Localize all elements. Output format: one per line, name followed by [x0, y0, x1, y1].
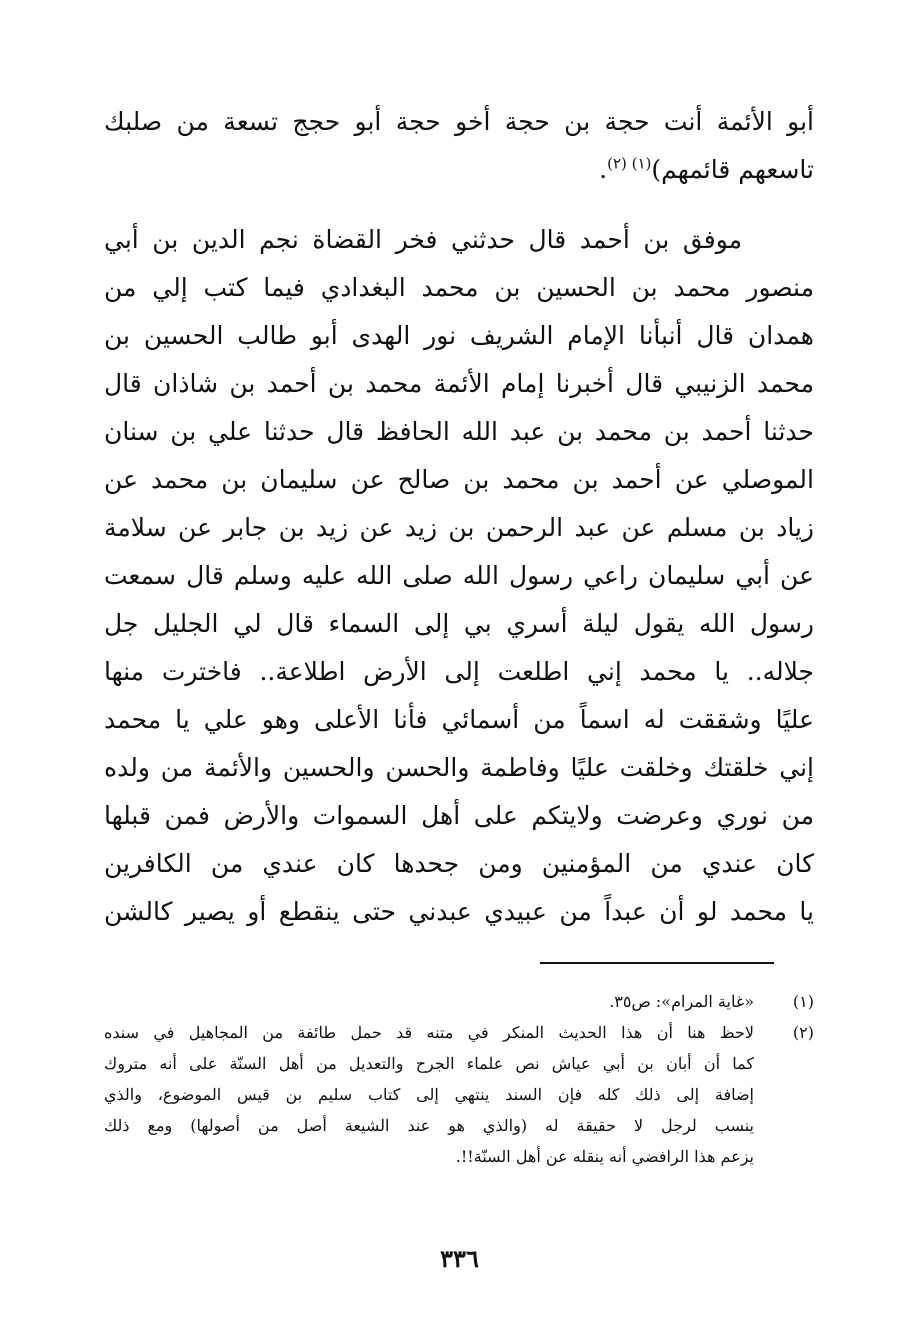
footnote-line: لاحظ هنا أن هذا الحديث المنكر في متنه قد حمل طائفة من المجاهيل في سنده — [104, 1023, 754, 1042]
footnote-1 — [104, 986, 814, 1017]
text-line: موفق بن أحمد قال حدثني فخر القضاة نجم الدين بن أبي — [104, 225, 742, 254]
footnote-line: إضافة إلى ذلك كله فإن السند ينتهي إلى كتاب سليم بن قيس الموضوع، والذي — [104, 1085, 754, 1104]
text-line: إني خلقتك وخلقت عليًا وفاطمة والحسن والحسين والأئمة من ولده — [104, 753, 814, 782]
text-line: حدثنا أحمد بن محمد بن عبد الله الحافظ قال حدثنا علي بن سنان — [104, 417, 814, 446]
footnote-line: يزعم هذا الرافضي أنه ينقله عن أهل السنّة!!. — [455, 1147, 754, 1166]
text-line: من نوري وعرضت ولايتكم على أهل السموات والأرض فمن قبلها — [104, 801, 814, 830]
page-number: ٣٣٦ — [440, 1244, 479, 1273]
footnote-mark: (١) — [792, 992, 814, 1011]
text-fragment: تاسعهم قائمهم) — [651, 155, 814, 184]
text-line — [104, 146, 814, 194]
text-line: منصور محمد بن الحسين بن محمد البغدادي فيما كتب إلي من — [104, 273, 814, 302]
text-line: الموصلي عن أحمد بن محمد بن صالح عن سليمان بن محمد عن — [104, 465, 814, 494]
text-line: عن أبي سليمان راعي رسول الله صلى الله عليه وسلم قال سمعت — [104, 561, 814, 590]
footnotes — [104, 986, 814, 1172]
footnote-mark: (٢) — [792, 1023, 814, 1042]
paragraph-continuation — [104, 98, 814, 194]
footnote-line: كما أن أبان بن أبي عياش نص علماء الجرح والتعديل من أهل السنّة على أنه متروك — [104, 1054, 754, 1073]
text-line: محمد الزنيبي قال أخبرنا إمام الأئمة محمد بن أحمد بن شاذان قال — [104, 369, 814, 398]
text-line: رسول الله يقول ليلة أسري بي إلى السماء قال لي الجليل جل — [104, 609, 814, 638]
footnote-divider — [540, 962, 774, 964]
main-paragraph — [104, 216, 814, 936]
text-line: أبو الأئمة أنت حجة بن حجة أخو حجة أبو حجج تسعة من صلبك — [104, 107, 814, 136]
text-fragment: . — [599, 155, 608, 184]
text-line: عليًا وشققت له اسماً من أسمائي فأنا الأعلى وهو علي يا محمد — [104, 705, 814, 734]
text-line: يا محمد لو أن عبداً من عبيدي عبدني حتى ينقطع أو يصير كالشن — [104, 897, 814, 926]
text-line: كان عندي من المؤمنين ومن جحدها كان عندي من الكافرين — [104, 849, 814, 878]
footnote-reference: (١) (٢) — [607, 154, 652, 173]
text-line: زياد بن مسلم عن عبد الرحمن بن زيد عن زيد بن جابر عن سلامة — [104, 513, 814, 542]
footnote-line: ينسب لرجل لا حقيقة له (والذي هو عند الشيعة أصل من أصولها) ومع ذلك — [104, 1116, 754, 1135]
text-line: همدان قال أنبأنا الإمام الشريف نور الهدى أبو طالب الحسين بن — [104, 321, 814, 350]
footnote-2 — [104, 1017, 814, 1172]
text-line: جلاله.. يا محمد إني اطلعت إلى الأرض اطلاعة.. فاخترت منها — [104, 657, 814, 686]
footnote-line: «غاية المرام»: ص٣٥. — [609, 992, 754, 1011]
